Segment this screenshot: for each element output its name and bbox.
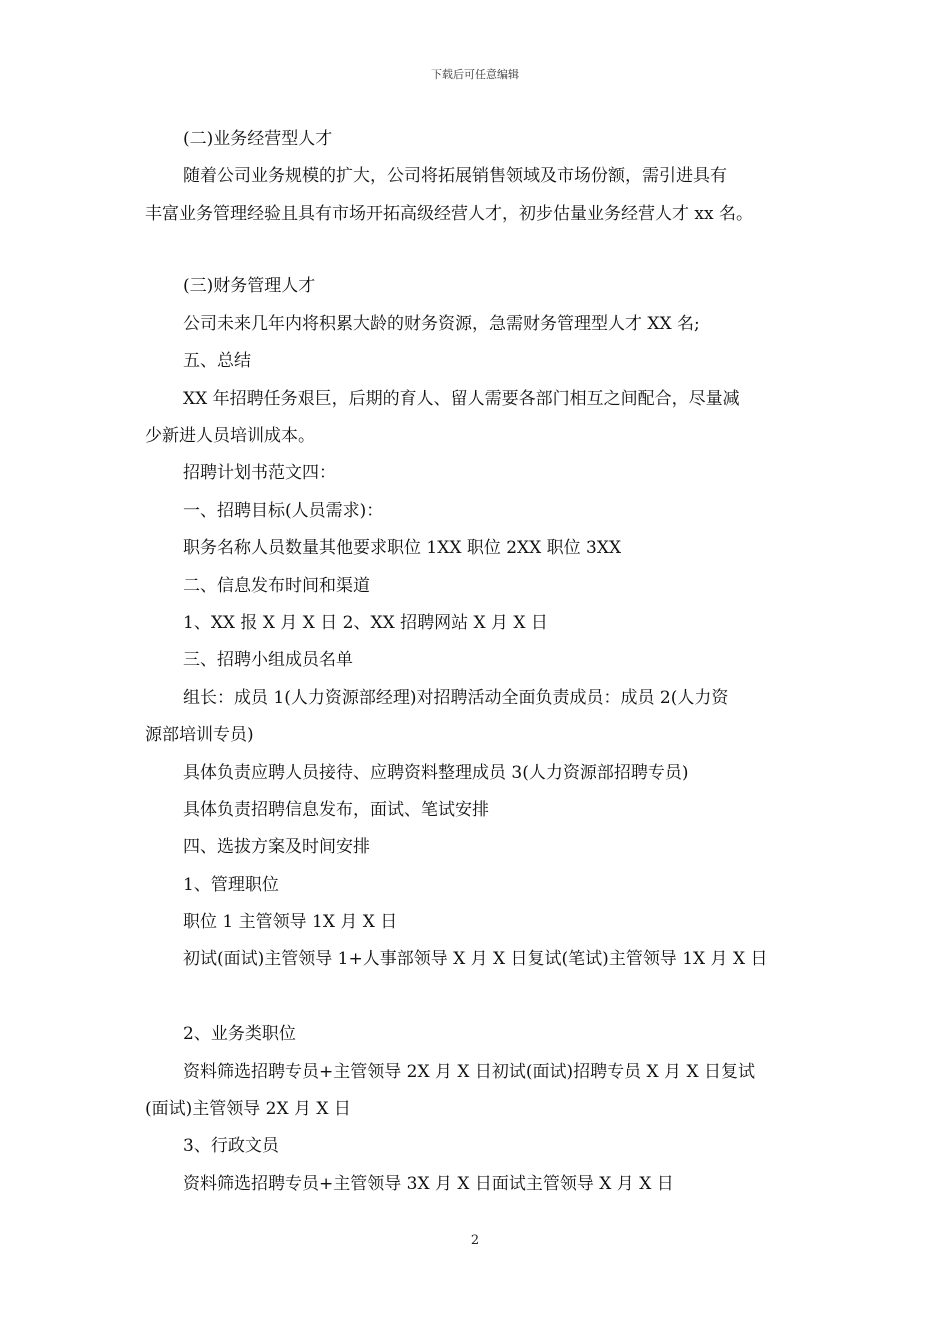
section-heading: 二、信息发布时间和渠道 <box>183 576 370 596</box>
paragraph-line: 初试(面试)主管领导 1+人事部领导 X 月 X 日复试(笔试)主管领导 1X 月 X 日 <box>183 949 768 969</box>
paragraph-line: 少新进人员培训成本。 <box>145 426 315 446</box>
section-heading: 四、选拔方案及时间安排 <box>183 837 370 857</box>
paragraph-line: 公司未来几年内将积累大龄的财务资源，急需财务管理型人才 XX 名; <box>183 314 700 334</box>
paragraph-line: 职务名称人员数量其他要求职位 1XX 职位 2XX 职位 3XX <box>183 538 622 558</box>
section-heading: (三)财务管理人才 <box>183 276 316 296</box>
section-heading: 三、招聘小组成员名单 <box>183 650 353 670</box>
paragraph-line: 具体负责应聘人员接待、应聘资料整理成员 3(人力资源部招聘专员) <box>183 763 689 783</box>
page-header: 下载后可任意编辑 <box>431 68 519 81</box>
paragraph-line: 资料筛选招聘专员+主管领导 2X 月 X 日初试(面试)招聘专员 X 月 X 日复试 <box>183 1062 755 1082</box>
paragraph-line: XX 年招聘任务艰巨，后期的育人、留人需要各部门相互之间配合，尽量减 <box>183 389 740 409</box>
section-heading: (二)业务经营型人才 <box>183 129 333 149</box>
paragraph-line: 职位 1 主管领导 1X 月 X 日 <box>183 912 398 932</box>
paragraph-line: 丰富业务管理经验且具有市场开拓高级经营人才，初步估量业务经营人才 xx 名。 <box>145 204 753 224</box>
section-heading: 一、招聘目标(人员需求)： <box>183 501 384 521</box>
paragraph-line: 源部培训专员) <box>145 725 254 745</box>
paragraph-line: 资料筛选招聘专员+主管领导 3X 月 X 日面试主管领导 X 月 X 日 <box>183 1174 674 1194</box>
page-number: 2 <box>470 1233 480 1248</box>
subsection-heading: 1、管理职位 <box>183 875 279 895</box>
subsection-heading: 2、业务类职位 <box>183 1024 296 1044</box>
subsection-heading: 3、行政文员 <box>183 1136 279 1156</box>
section-heading: 招聘计划书范文四： <box>183 463 336 483</box>
paragraph-line: 具体负责招聘信息发布，面试、笔试安排 <box>183 800 489 820</box>
paragraph-line: (面试)主管领导 2X 月 X 日 <box>145 1099 351 1119</box>
paragraph-line: 1、XX 报 X 月 X 日 2、XX 招聘网站 X 月 X 日 <box>183 613 548 633</box>
paragraph-line: 随着公司业务规模的扩大，公司将拓展销售领域及市场份额，需引进具有 <box>183 166 727 186</box>
paragraph-line: 组长：成员 1(人力资源部经理)对招聘活动全面负责成员：成员 2(人力资 <box>183 688 729 708</box>
section-heading: 五、总结 <box>183 351 251 371</box>
